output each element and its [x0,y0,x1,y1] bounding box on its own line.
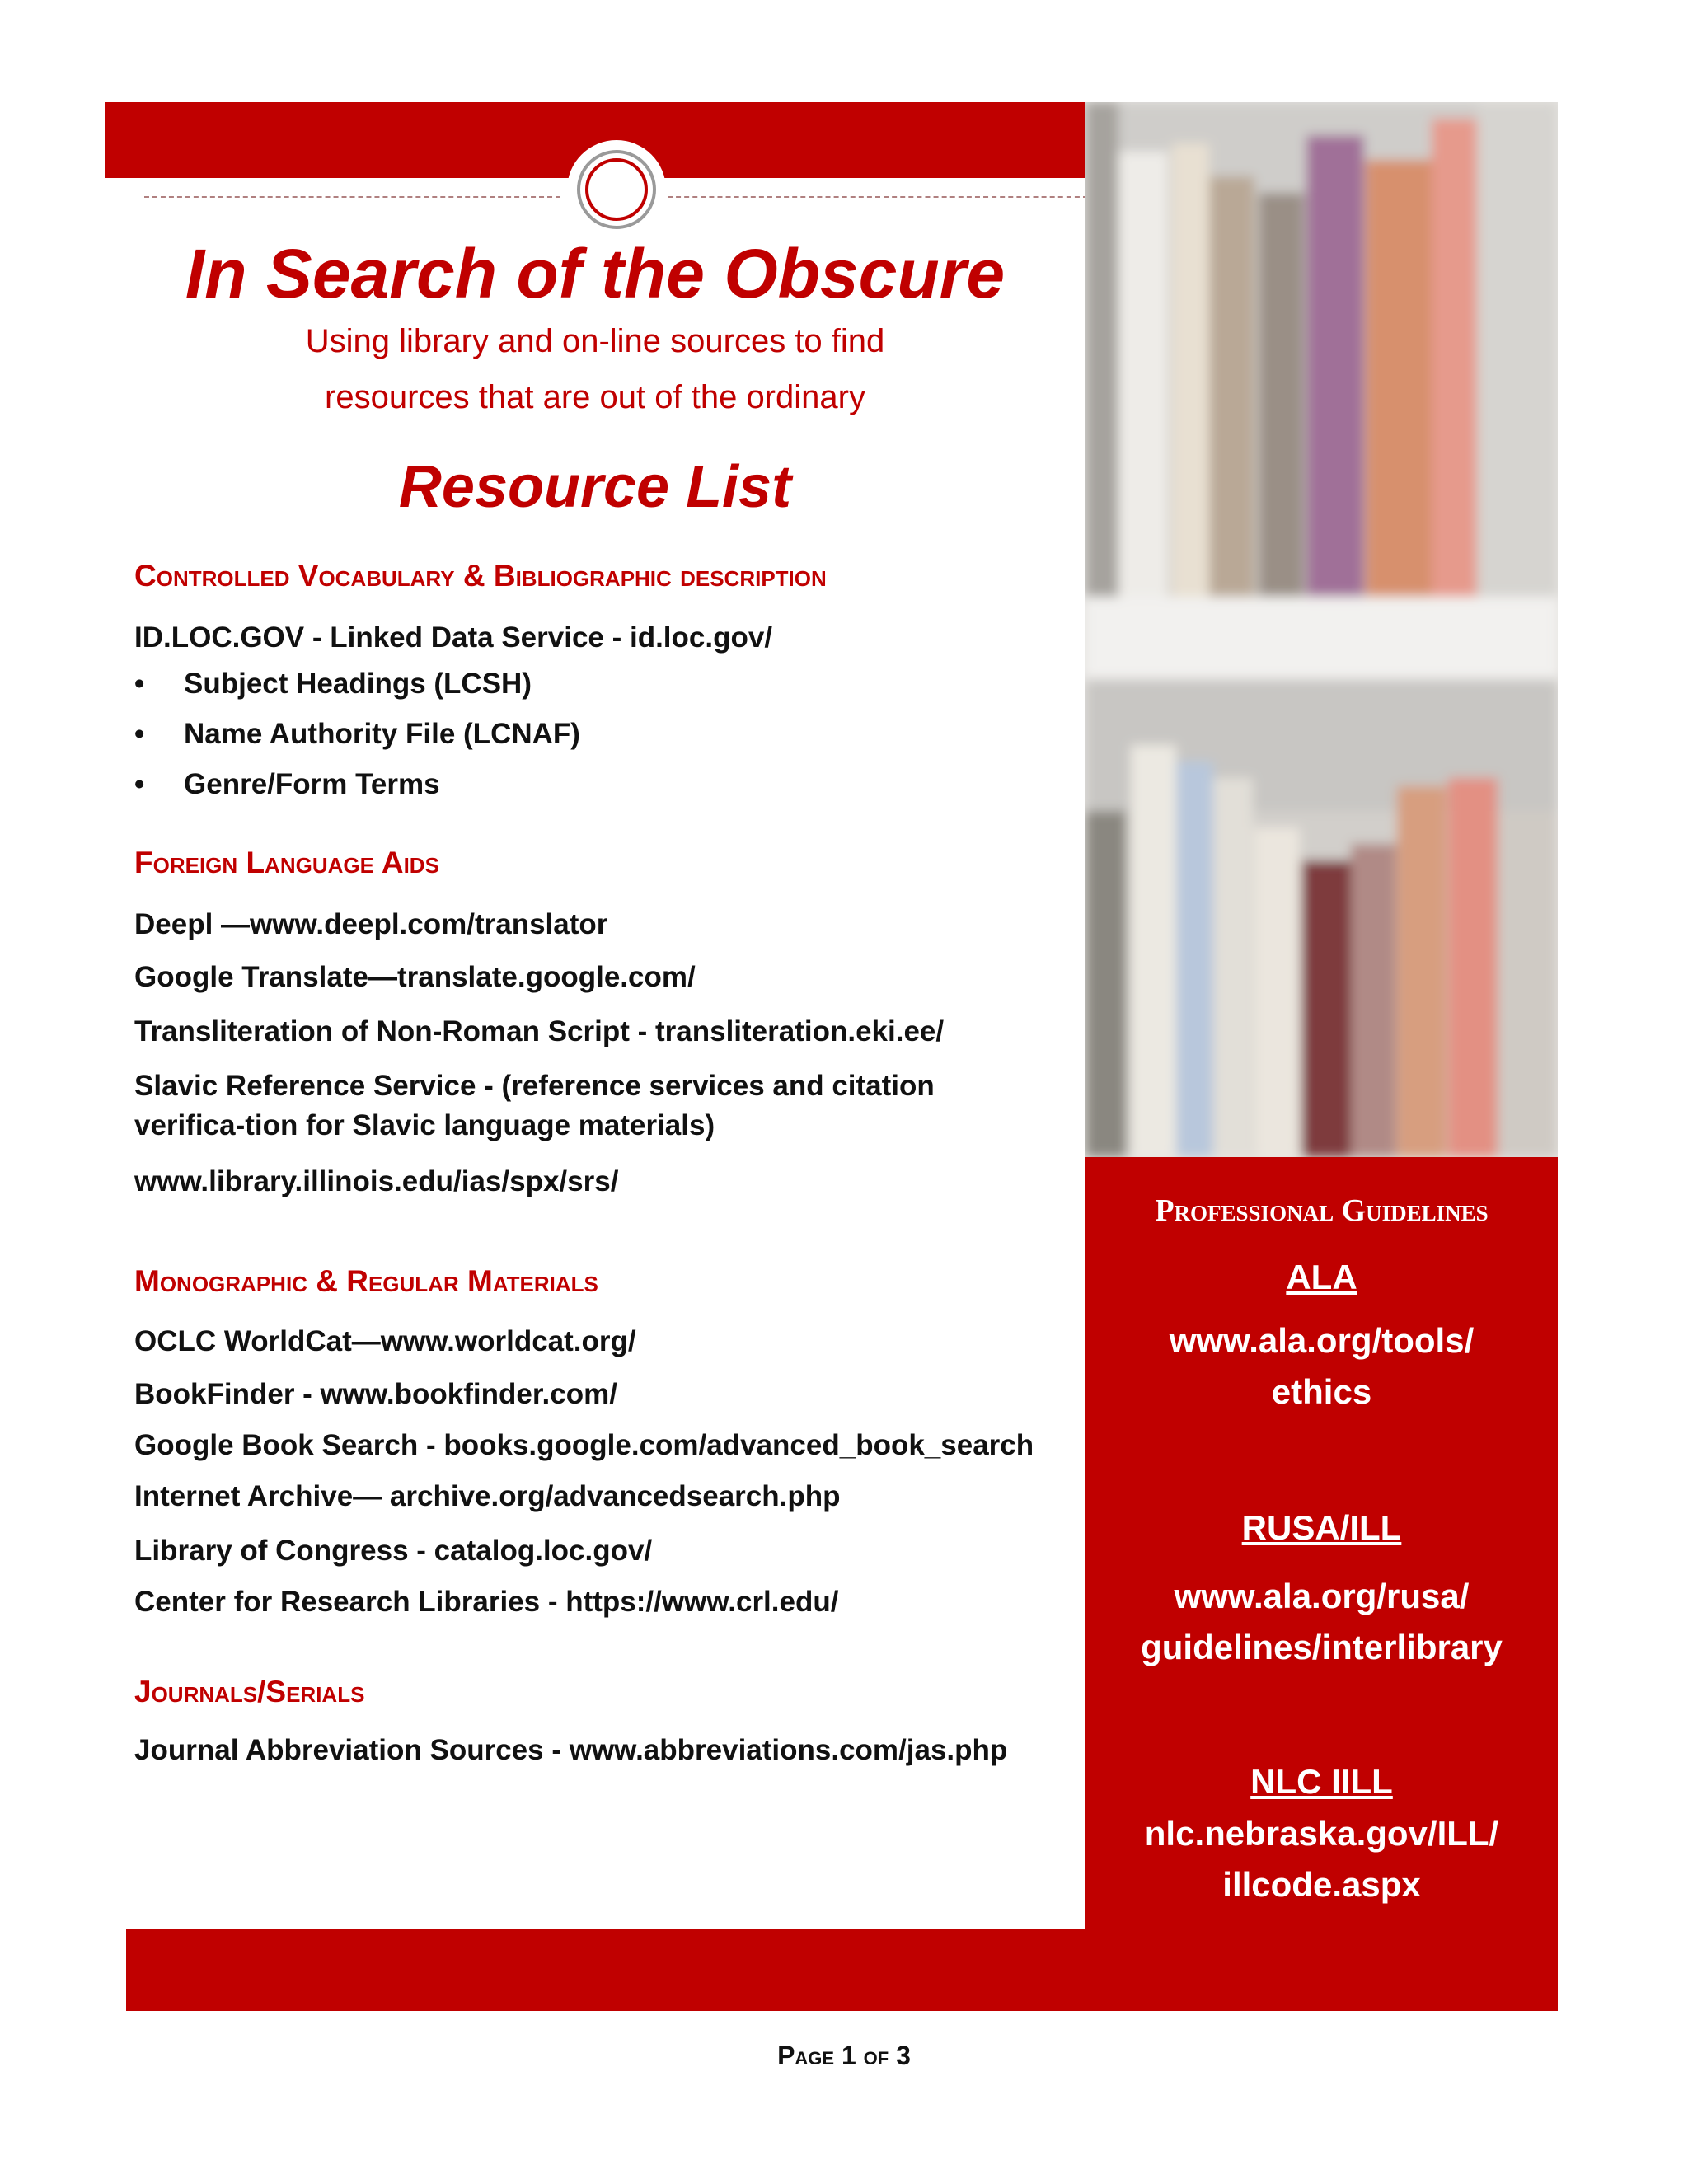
page-subtitle: Using library and on-line sources to find resources that are out of the ordinary [305,323,885,415]
guide-name-rusa-ill: RUSA/ILL [1241,1508,1402,1547]
entry-journal-abbreviation: Journal Abbreviation Sources - www.abbreviations.com/jas.php [134,1734,1008,1766]
guide-name-ala: ALA [1286,1258,1357,1296]
entry-id-loc-gov: ID.LOC.GOV - Linked Data Service - id.loc.gov/ [134,621,773,654]
entry-library-of-congress: Library of Congress - catalog.loc.gov/ [134,1535,653,1567]
sidebar-heading: Professional Guidelines [1155,1193,1489,1228]
guide-name-nlc-iill: NLC IILL [1250,1762,1393,1801]
list-item: • Subject Headings (LCSH) [134,664,959,715]
section-heading-controlled-vocabulary: Controlled Vocabulary & Bibliographic description [134,559,827,593]
entry-center-research-libraries: Center for Research Libraries - https://www.crl.edu/ [134,1586,839,1618]
footer-red-bar [126,1929,1558,2011]
entry-bookfinder: BookFinder - www.bookfinder.com/ [134,1378,617,1410]
section-heading-foreign-language: Foreign Language Aids [134,846,439,879]
page-title: In Search of the Obscure [185,235,1006,312]
entry-slavic-reference: Slavic Reference Service - (reference services and citation verifica-tion for Slavic language materials) [134,1070,935,1141]
controlled-vocabulary-list [134,664,959,815]
double-circle-seal-icon [567,140,666,239]
section-heading-journals: Journals/Serials [134,1675,365,1708]
bookshelf-photo [1085,102,1558,1157]
list-item: • Genre/Form Terms [134,765,959,815]
entry-illinois-srs: www.library.illinois.edu/ias/spx/srs/ [134,1165,619,1197]
header-dashed-rule-left [144,196,560,198]
entry-transliteration: Transliteration of Non-Roman Script - transliteration.eki.ee/ [134,1015,945,1047]
entry-oclc-worldcat: OCLC WorldCat—www.worldcat.org/ [134,1325,636,1357]
guide-url-rusa-ill: www.ala.org/rusa/ guidelines/interlibrary [1141,1577,1503,1666]
resource-list-title: Resource List [398,454,792,520]
list-item: • Name Authority File (LCNAF) [134,715,959,765]
entry-internet-archive: Internet Archive— archive.org/advancedsearch.php [134,1480,841,1512]
page-number: Page 1 of 3 [777,2041,911,2070]
guide-url-ala: www.ala.org/tools/ ethics [1169,1321,1475,1411]
guide-url-nlc-iill: nlc.nebraska.gov/ILL/ illcode.aspx [1144,1814,1499,1904]
entry-google-translate: Google Translate—translate.google.com/ [134,961,696,993]
professional-guidelines-panel [1085,1157,1558,1929]
header-dashed-rule-right [668,196,1088,198]
entry-google-book-search: Google Book Search - books.google.com/advanced_book_search [134,1429,1034,1461]
section-heading-monographic: Monographic & Regular Materials [134,1264,598,1298]
entry-deepl: Deepl —www.deepl.com/translator [134,908,608,940]
